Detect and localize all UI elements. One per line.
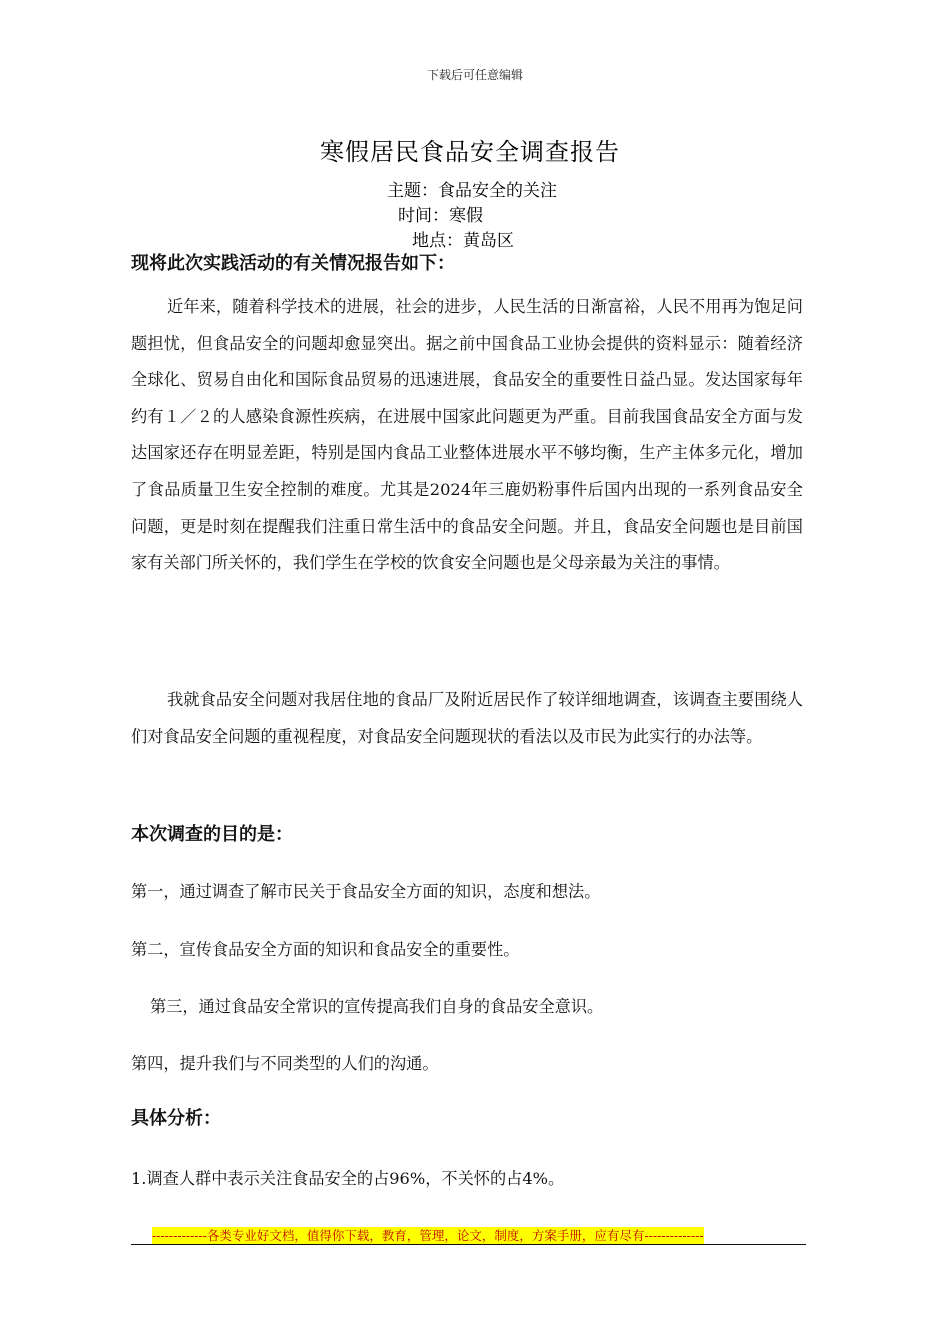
meta-time: 时间：寒假 <box>398 206 483 226</box>
purpose-heading: 本次调查的目的是： <box>131 824 293 845</box>
footer-divider <box>131 1244 806 1245</box>
meta-place: 地点：黄岛区 <box>412 231 514 251</box>
intro-heading: 现将此次实践活动的有关情况报告如下： <box>131 253 455 274</box>
document-title: 寒假居民食品安全调查报告 <box>320 138 620 166</box>
footer-banner: -------------各类专业好文档，值得你下载，教育，管理，论文，制度，方案手册，应有尽有-------------- <box>152 1228 704 1243</box>
meta-theme: 主题：食品安全的关注 <box>387 181 557 201</box>
purpose-item: 第四，提升我们与不同类型的人们的沟通。 <box>131 1054 439 1073</box>
analysis-heading: 具体分析： <box>131 1108 221 1129</box>
purpose-item: 第二，宣传食品安全方面的知识和食品安全的重要性。 <box>131 940 520 959</box>
header-note: 下载后可任意编辑 <box>426 68 523 82</box>
analysis-item: 1.调查人群中表示关注食品安全的占96%，不关怀的占4%。 <box>131 1169 565 1188</box>
body-paragraph: 我就食品安全问题对我居住地的食品厂及附近居民作了较详细地调查，该调查主要围绕人们对食品安全问题的重视程度，对食品安全问题现状的看法以及市民为此实行的办法等。 <box>131 690 803 746</box>
purpose-item: 第一，通过调查了解市民关于食品安全方面的知识，态度和想法。 <box>131 882 601 901</box>
purpose-item: 第三，通过食品安全常识的宣传提高我们自身的食品安全意识。 <box>150 997 604 1016</box>
body-paragraph: 近年来，随着科学技术的进展，社会的进步，人民生活的日渐富裕，人民不用再为饱足问题担忧，但食品安全的问题却愈显突出。据之前中国食品工业协会提供的资料显示：随着经济全球化、贸易自由化和国际食品贸易的迅速进展，食品安全的重要性日益凸显。发达国家每年约有１／２的人感染食源性疾病，在进展中国家此问题更为严重。目前我国食品安全方面与发达国家还存在明显差距，特别是国内食品工业整体进展水平不够均衡，生产主体多元化，增加了食品质量卫生安全控制的难度。尤其是2024年三鹿奶粉事件后国内出现的一系列食品安全问题，更是时刻在提醒我们注重日常生活中的食品安全问题。并且，食品安全问题也是目前国家有关部门所关怀的，我们学生在学校的饮食安全问题也是父母亲最为关注的事情。 <box>131 297 803 573</box>
